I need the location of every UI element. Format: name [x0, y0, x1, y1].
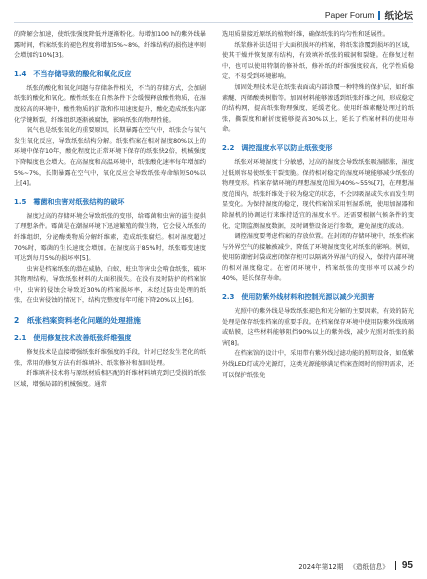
paragraph: 调控湿度要考虑档案的存放位置。在封闭的存储环境中，纸张档案与外界空气的接触被减少，降低了环境湿度变化对纸张的影响。例如，使用防潮密封袋或密闭保存柜可以隔离外界湿气的侵入，保持内部环境的相对湿度稳定。在密闭环境中，档案纸张的变形率可以减少约40%，延长保存寿命。 [222, 233, 414, 283]
left-column [14, 30, 206, 390]
header-section-title: 纸论坛 [384, 11, 413, 22]
right-column [222, 30, 414, 381]
paragraph: 加固处理技术是在纸张表面或内部涂覆一种特殊的保护层，如纤维素醚、丙烯酸类树脂等。加固材料能够渗透到纸张纤维之间，形成稳定的结构网，提高纸张物理强度，延缓老化。使用纤维素醚处理过的纸张，撕裂度和耐折度能够提高30%以上，延长了档案材料的使用寿命。 [222, 83, 414, 134]
footer-divider [395, 561, 396, 570]
paragraph: 湿度过高的存储环境会导致纸张的变形，给霉菌和虫害的滋生提供了理想条件。霉菌是在潮湿环境下迅速繁殖的微生物，它会侵入纸张的纤维组织，分泌酶类物质分解纤维素，造成纸张腐烂。相对湿度超过70%时，霉菌的生长速度会增加。在湿度高于85%时，纸张霉变速度可达到每月5%的损坏率[5]。 [14, 212, 206, 263]
section-heading-1-4: 1.4 不当存储导致的酸化和氧化反应 [14, 69, 132, 78]
paragraph: 选用质量接近原纸的植物纤维，确保纸张的均匀性和延展性。 [222, 31, 390, 38]
section-heading-2: 2 纸张档案资料老化问题的处理措施 [14, 316, 141, 326]
section-heading-2-1: 2.1 使用修复技术改善纸张纤维强度 [14, 334, 132, 343]
section-heading-2-2: 2.2 调控湿度水平以防止纸张变形 [222, 143, 333, 152]
paragraph: 修复技术是直接增强纸张纤维强度的手段，针对已经发生老化的纸张，常用的修复方法有纤维填补、纸浆修补和加固处理。 [14, 349, 206, 367]
paragraph: 的降解会加速，使纸张强度降低并逐渐粉化。每增加100 h的紫外线暴露时间，档案纸张的褪色程度将增加5%~8%，纤维结构的损伤速率则会增加约10%[3]。 [14, 31, 206, 60]
header-rule [14, 22, 413, 23]
paragraph: 纸张的酸化和氧化问题与存储条件相关，不当的存储方式，会加剧纸张的酸化和氧化。酸性纸张在自然条件下会缓慢释放酸性物质，在湿度较高的环境中，酸性物质的扩散和作用速度提升，酸化造成纸张内部化学键断裂，纤维组织逐渐被腐蚀，影响纸张的物理性能。 [14, 84, 206, 124]
paragraph: 在档案馆的设计中，采用带有紫外线过滤功能的照明设备，如低紫外线LED灯或冷光源灯，这类光源能够满足档案查阅时的照明需求，还可以保护纸张免 [222, 350, 414, 379]
paragraph: 虫害是档案纸张的潜在威胁，白蚁、蛀虫等害虫会啃食纸张，破坏其物理结构，导致纸张材料的大面积损失。在没有及时防护的档案馆中，虫害的侵蚀会导致近30%的档案损坏率，未经过防虫处理的纸张，在虫害侵蚀的情况下，结构完整度每年可能下降20%以上[6]。 [14, 265, 206, 305]
paragraph: 光照中的紫外线是导致纸张褪色和光分解的主要因素，有效的防光处理是保存纸张档案的重要手段。在档案保存环境中使用防紫外线玻璃或贴膜，这些材料能够阻挡90%以上的紫外线，减少光照对纸张的损害[8]。 [222, 308, 414, 347]
header-forum-label: Paper Forum [324, 10, 375, 20]
page-number: 95 [401, 560, 413, 571]
footer-issue: 2024年第12期 [298, 562, 344, 571]
paragraph: 纸浆修补法适用于大面积损坏的档案，将纸浆涂覆到损坏的区域，使其干燥并恢复原有结构，有效填补纸张的破洞和裂缝。在修复过程中，也可以使用特制的修补纸，修补纸的纤维强度较高，化学性质稳定，不易受到环境影响。 [222, 41, 414, 81]
footer-journal: 《造纸信息》 [349, 562, 389, 571]
page-header [325, 8, 413, 22]
section-heading-1-5: 1.5 霉菌和虫害对纸张结构的破坏 [14, 197, 125, 206]
page-footer [298, 560, 413, 571]
header-divider [378, 11, 380, 20]
paragraph: 氧气也是纸张氧化的重要原因，长期暴露在空气中，纸张会与氧气发生氧化反应，导致纸张结构分解。纸张档案在相对湿度80%以上的环境中保存10年，酸化程度比正常环境下保存的纸张快2倍，机械强度下降幅度也会增大。在高湿度和高温环境中，纸张酸化速率每年增加约5%~7%，长期暴露在空气中，氧化反应会导致纸张寿命缩短50%以上[4]。 [14, 127, 206, 188]
paragraph: 纸张对环境湿度十分敏感，过高的湿度会导致纸张吸湿膨胀，湿度过低则容易使纸张干裂变脆。保持相对稳定的湿度环境能够减少纸张的物理变形。档案存储环境的理想湿度范围为40%~55%[7]，在理想湿度范围内，纸张纤维处于较为稳定的状态，不会因吸湿或失水而发生明显变化。为保持湿度的稳定，现代档案馆采用恒湿系统，使用加湿器和除湿机的协调运行来维持适宜的湿度水平。还需要根据气候条件的变化，定期监测湿度数据，及时调整设备运行参数，避免湿度的波动。 [222, 158, 414, 230]
section-heading-2-3: 2.3 使用防紫外线材料和控制光源以减少光损害 [222, 293, 375, 302]
paragraph: 纤维填补技术将与原纸材质相匹配的纤维材料填充到已受损的纸张区域，增强局部的机械强度。通常 [14, 370, 206, 388]
